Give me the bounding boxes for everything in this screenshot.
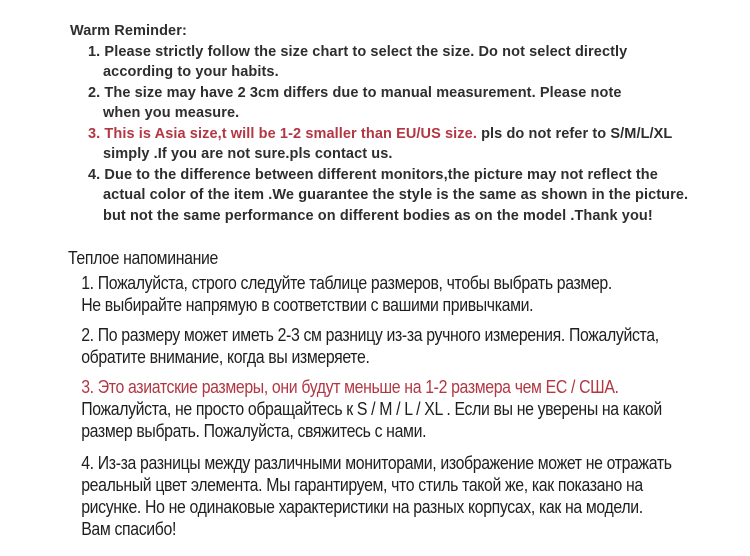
ru-item-1-line-1: 1. Пожалуйста, строго следуйте таблице размеров, чтобы выбрать размер. [81,273,612,293]
ru-item-1-line-2: Не выбирайте напрямую в соответствии с вашими привычками. [81,295,534,315]
ru-item-2-line-2: обратите внимание, когда вы измеряете. [81,347,370,367]
ru-item-3-red-line: 3. Это азиатские размеры, они будут меньше на 1-2 размера чем ЕС / США. [81,377,619,397]
ru-item-4-line-2: реальный цвет элемента. Мы гарантируем, что стиль такой же, как показано на [81,475,643,495]
ru-item-4-line-3: рисунке. Но не одинаковые характеристики на разных корпусах, как на модели. [81,497,643,517]
en-item-3-line-2: simply .If you are not sure.pls contact us. [103,146,393,162]
ru-item-2-line-1: 2. По размеру может иметь 2-3 см разницу из-за ручного измерения. Пожалуйста, [81,325,659,345]
ru-item-3-line-3: размер выбрать. Пожалуйста, свяжитесь с нами. [81,421,427,441]
ru-item-3-line-2: Пожалуйста, не просто обращайтесь к S / M / L / XL . Если вы не уверены на какой [81,399,662,419]
en-item-1-line-2: according to your habits. [103,64,279,80]
en-item-3-red-text: 3. This is Asia size,t will be 1-2 smaller than EU/US size. [88,125,477,142]
ru-item-4 [81,452,671,540]
ru-item-4-line-4: Вам спасибо! [81,519,177,539]
en-item-4-line-3: but not the same performance on different bodies as on the model .Thank you! [103,207,653,224]
en-item-2-line-2: when you measure. [103,105,240,121]
russian-reminder-title: Теплое напоминание [68,248,218,268]
ru-item-3 [81,376,671,442]
russian-reminder-section [68,247,672,540]
en-item-3-black-text: pls do not refer to S/M/L/XL [476,125,673,142]
en-item-4-line-2: actual color of the item .We guarantee the style is the same as shown in the picture. [103,187,689,203]
en-item-2-line-1: 2. The size may have 2 3cm differs due to manual measurement. Please note [88,84,622,101]
en-item-4-line-1: 4. Due to the difference between different monitors,the picture may not reflect the [88,166,658,183]
ru-item-4-line-1: 4. Из-за разницы между различными мониторами, изображение может не отражать [81,453,672,473]
english-reminder-title: Warm Reminder: [70,23,187,39]
en-item-3-line-1 [88,124,688,145]
english-reminder-section [70,21,688,226]
ru-item-1 [81,272,671,316]
en-item-1-line-1: 1. Please strictly follow the size chart to select the size. Do not select directly [88,43,628,60]
ru-item-2 [81,324,671,368]
